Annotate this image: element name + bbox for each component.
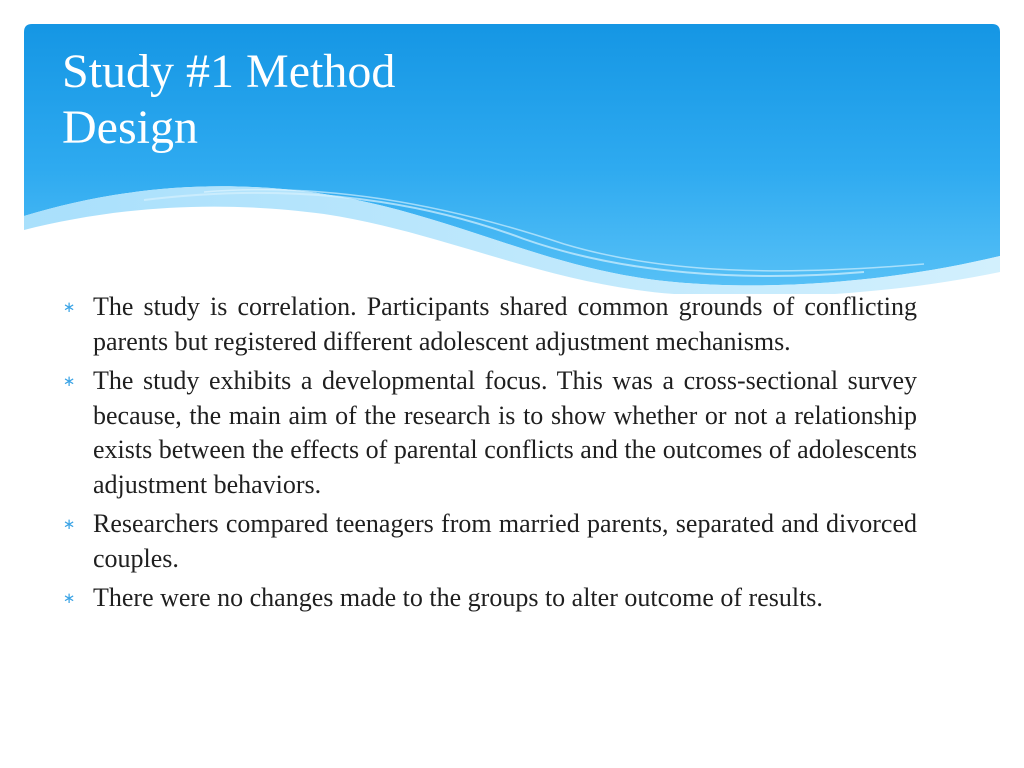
asterisk-bullet-icon: ∗ — [62, 589, 76, 607]
bullet-item — [60, 507, 917, 576]
bullet-list — [60, 290, 917, 621]
bullet-text: The study is correlation. Participants shared common grounds of conflicting parents but registered different adolescent adjustment mechanisms. — [93, 292, 917, 356]
bullet-item — [60, 290, 917, 359]
bullet-text: Researchers compared teenagers from married parents, separated and divorced couples. — [93, 509, 917, 573]
asterisk-bullet-icon: ∗ — [62, 515, 76, 533]
bullet-text: The study exhibits a developmental focus. This was a cross-sectional survey because, the main aim of the research is to show whether or not a relationship exists between the effects of parental conflicts and the outcomes of adolescents adjustment behaviors. — [93, 366, 917, 499]
bullet-item — [60, 581, 917, 616]
slide-title-line-2: Design — [62, 101, 198, 154]
bullet-text: There were no changes made to the groups to alter outcome of results. — [93, 583, 823, 612]
asterisk-bullet-icon: ∗ — [62, 298, 76, 316]
slide-title — [62, 44, 395, 156]
slide-title-line-1: Study #1 Method — [62, 45, 396, 98]
asterisk-bullet-icon: ∗ — [62, 372, 76, 390]
bullet-item — [60, 364, 917, 502]
